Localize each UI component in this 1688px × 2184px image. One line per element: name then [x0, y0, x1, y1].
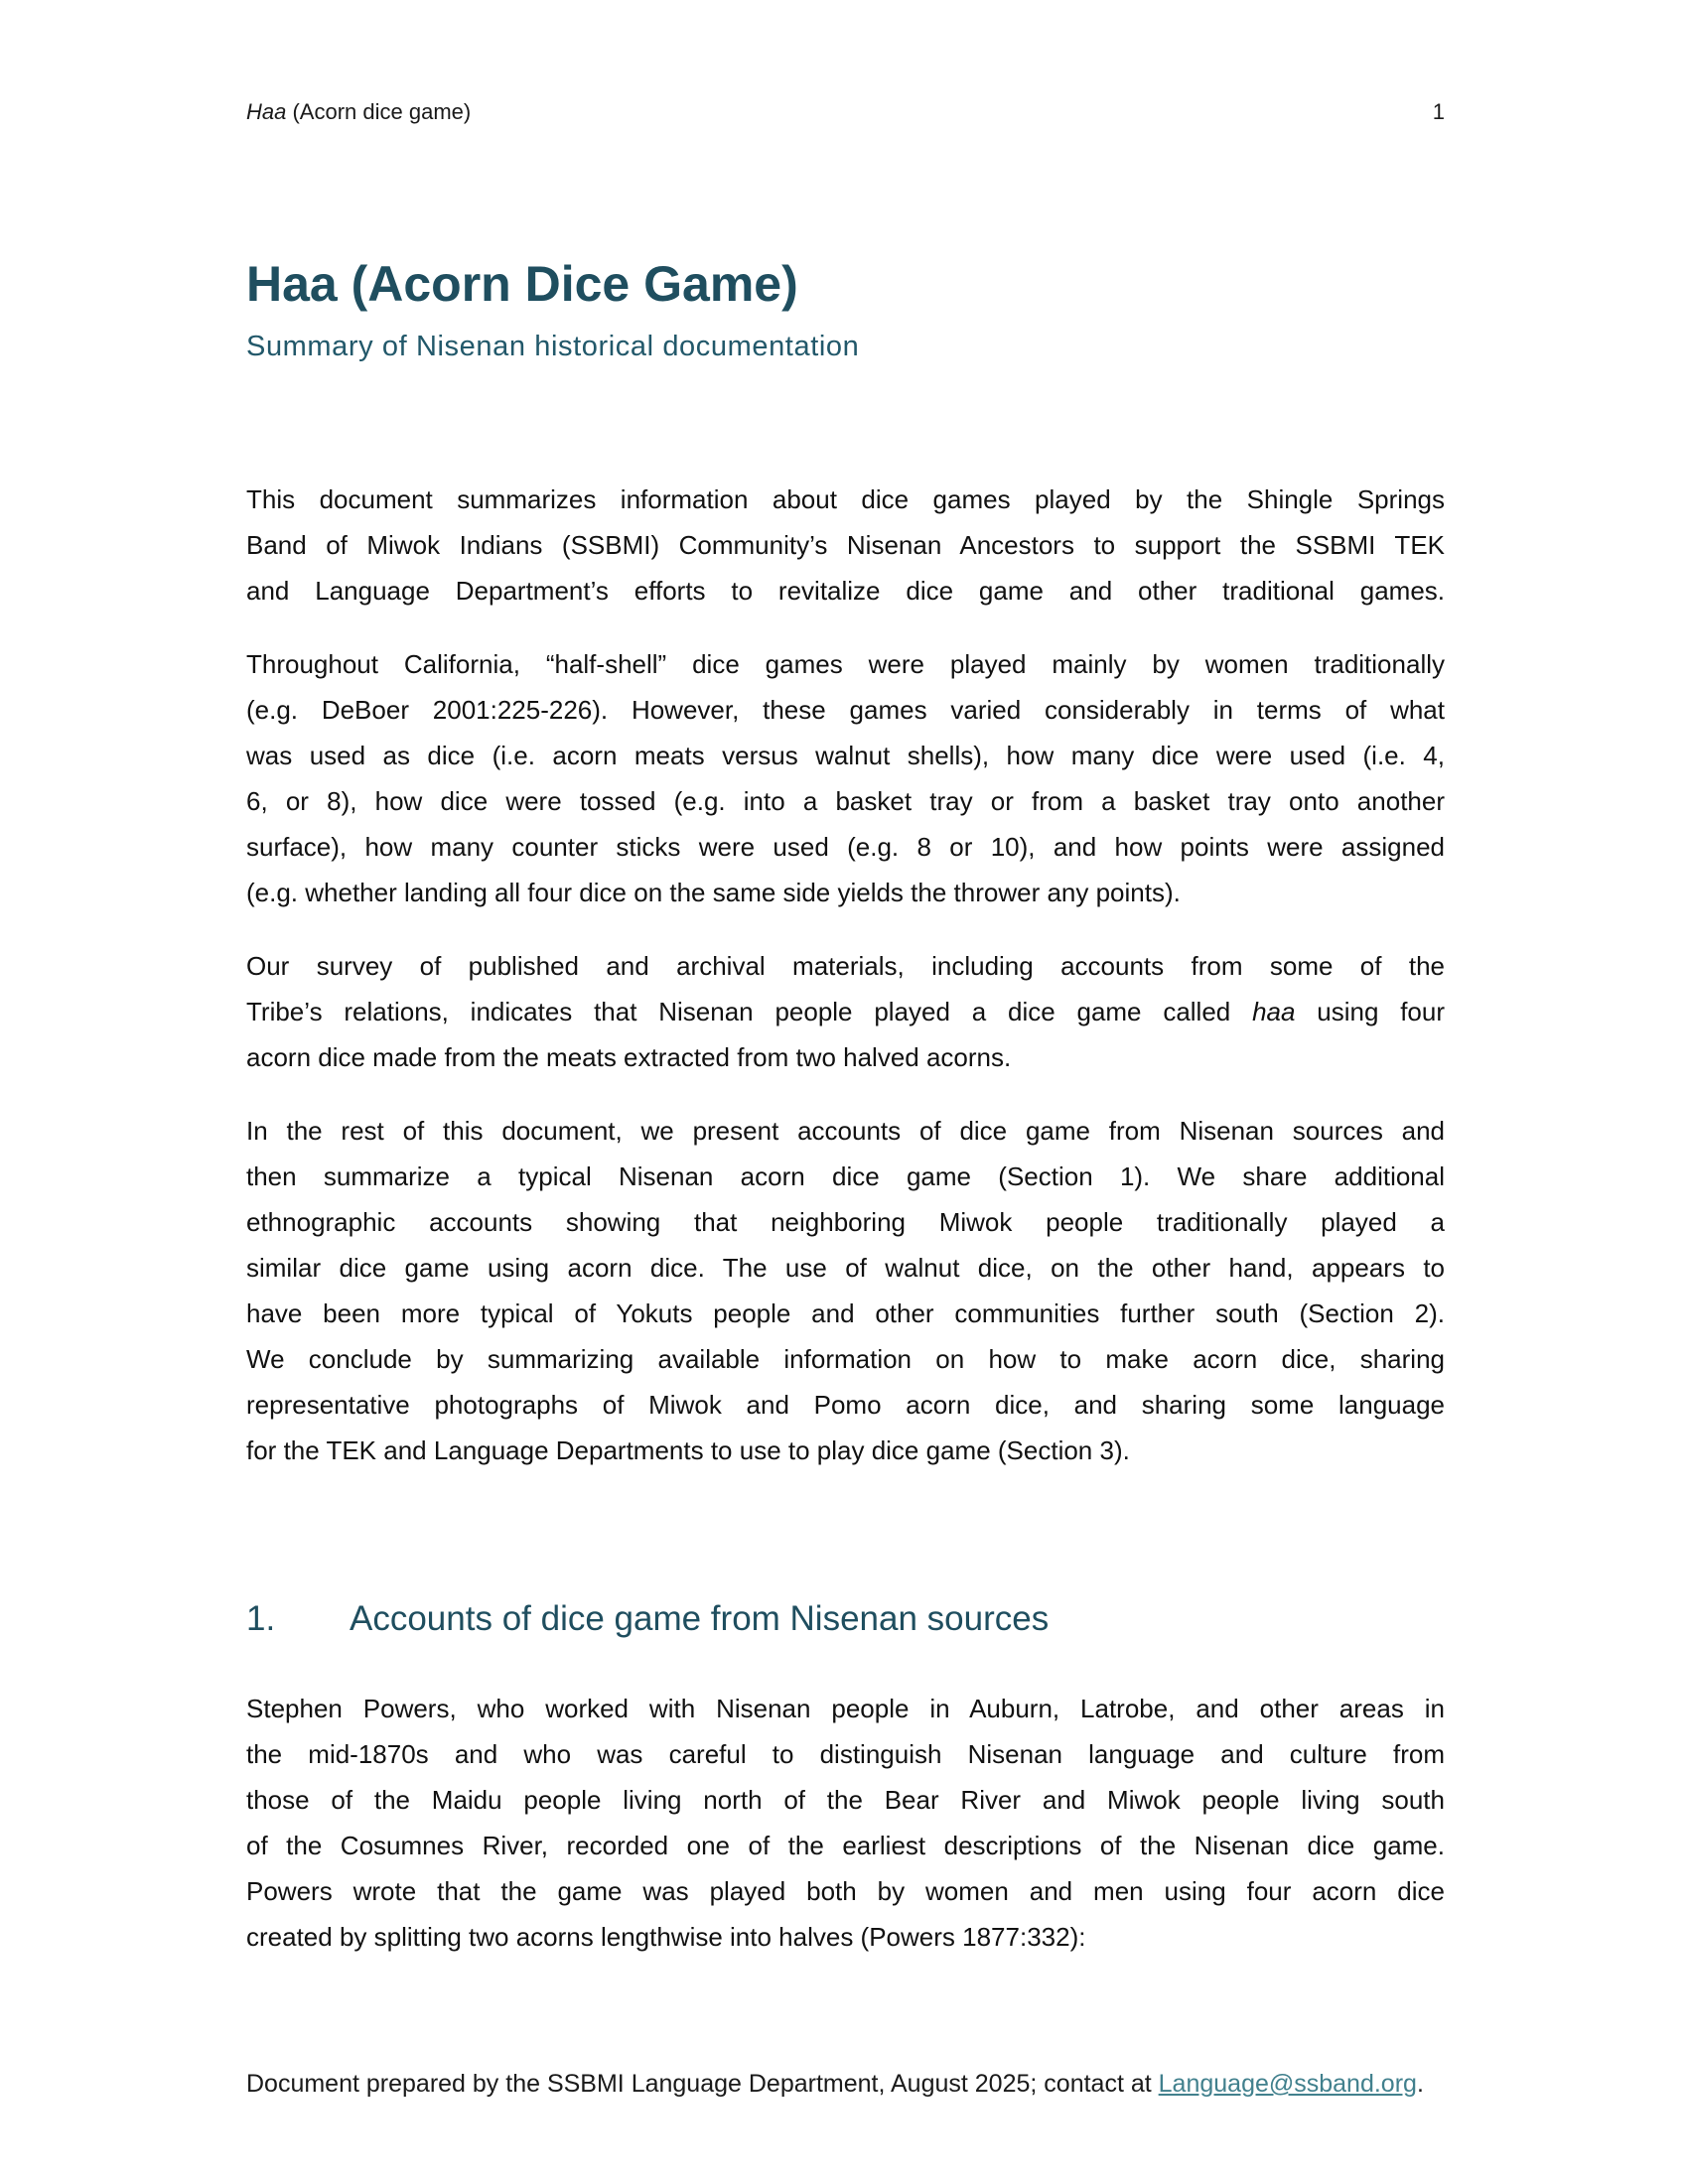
paragraph [246, 943, 1445, 1080]
text-line: acorn dice made from the meats extracted from two halved acorns. [246, 1042, 1012, 1072]
paragraph [246, 1686, 1445, 1960]
text-line: created by splitting two acorns lengthwise into halves (Powers 1877:332): [246, 1922, 1086, 1952]
section-number: 1. [246, 1599, 276, 1638]
text-line: 6, or 8), how dice were tossed (e.g. into a basket tray or from a basket tray onto another [246, 786, 1445, 816]
intro-section [246, 477, 1445, 1960]
text-line: for the TEK and Language Departments to use to play dice game (Section 3). [246, 1435, 1130, 1465]
text-line: Band of Miwok Indians (SSBMI) Community’s Nisenan Ancestors to support the SSBMI TEK [246, 530, 1445, 560]
text-line: Throughout California, “half-shell” dice games were played mainly by women traditionally [246, 649, 1445, 679]
text-segment: Tribe’s relations, indicates that Nisenan people played a dice game called [246, 997, 1253, 1026]
text-line: Stephen Powers, who worked with Nisenan people in Auburn, Latrobe, and other areas in [246, 1694, 1445, 1723]
document-body [246, 254, 1445, 1987]
italic-term-haa: haa [1252, 997, 1296, 1026]
text-line: of the Cosumnes River, recorded one of the earliest descriptions of the Nisenan dice game. [246, 1831, 1445, 1860]
paragraph [246, 1108, 1445, 1473]
text-line: ethnographic accounts showing that neighboring Miwok people traditionally played a [246, 1207, 1445, 1237]
section-heading-label: Accounts of dice game from Nisenan sources [350, 1599, 1050, 1638]
text-line: and Language Department’s efforts to revitalize dice game and other traditional games. [246, 576, 1445, 606]
page-number: 1 [1432, 99, 1445, 124]
document-subtitle: Summary of Nisenan historical documentation [246, 331, 860, 362]
text-line: (e.g. DeBoer 2001:225-226). However, these games varied considerably in terms of what [246, 695, 1445, 725]
paragraph [246, 641, 1445, 915]
text-line: Powers wrote that the game was played both by women and men using four acorn dice [246, 1876, 1445, 1906]
text-line: This document summarizes information about dice games played by the Shingle Springs [246, 484, 1445, 514]
text-line [246, 989, 1445, 1034]
footer-text-end: . [1416, 2070, 1424, 2098]
text-line: those of the Maidu people living north of the Bear River and Miwok people living south [246, 1785, 1445, 1815]
running-header-italic: Haa [246, 99, 287, 124]
text-line: (e.g. whether landing all four dice on the same side yields the thrower any points). [246, 878, 1181, 907]
document-title: Haa (Acorn Dice Game) [246, 256, 798, 312]
text-segment: using four [1295, 997, 1446, 1026]
section-heading [246, 1596, 1445, 1642]
text-line: We conclude by summarizing available information on how to make acorn dice, sharing [246, 1344, 1445, 1374]
text-line: was used as dice (i.e. acorn meats versus walnut shells), how many dice were used (i.e. 4, [246, 741, 1445, 770]
text-line: representative photographs of Miwok and Pomo acorn dice, and sharing some language [246, 1390, 1445, 1420]
paragraph [246, 477, 1445, 614]
text-line: have been more typical of Yokuts people and other communities further south (Section 2). [246, 1298, 1445, 1328]
text-line: In the rest of this document, we present accounts of dice game from Nisenan sources and [246, 1116, 1445, 1146]
text-line: Our survey of published and archival materials, including accounts from some of the [246, 951, 1445, 981]
text-line: the mid-1870s and who was careful to distinguish Nisenan language and culture from [246, 1739, 1445, 1769]
text-line: similar dice game using acorn dice. The use of walnut dice, on the other hand, appears to [246, 1253, 1445, 1283]
email-link[interactable]: Language@ssband.org [1158, 2070, 1417, 2098]
footer-text: Document prepared by the SSBMI Language Department, August 2025; contact at [246, 2070, 1159, 2098]
text-line: then summarize a typical Nisenan acorn dice game (Section 1). We share additional [246, 1161, 1445, 1191]
page-footer [246, 2068, 1445, 2100]
page-header [246, 99, 1445, 125]
running-header-rest: (Acorn dice game) [286, 99, 472, 124]
running-header [246, 99, 471, 125]
text-line: surface), how many counter sticks were used (e.g. 8 or 10), and how points were assigned [246, 832, 1445, 862]
